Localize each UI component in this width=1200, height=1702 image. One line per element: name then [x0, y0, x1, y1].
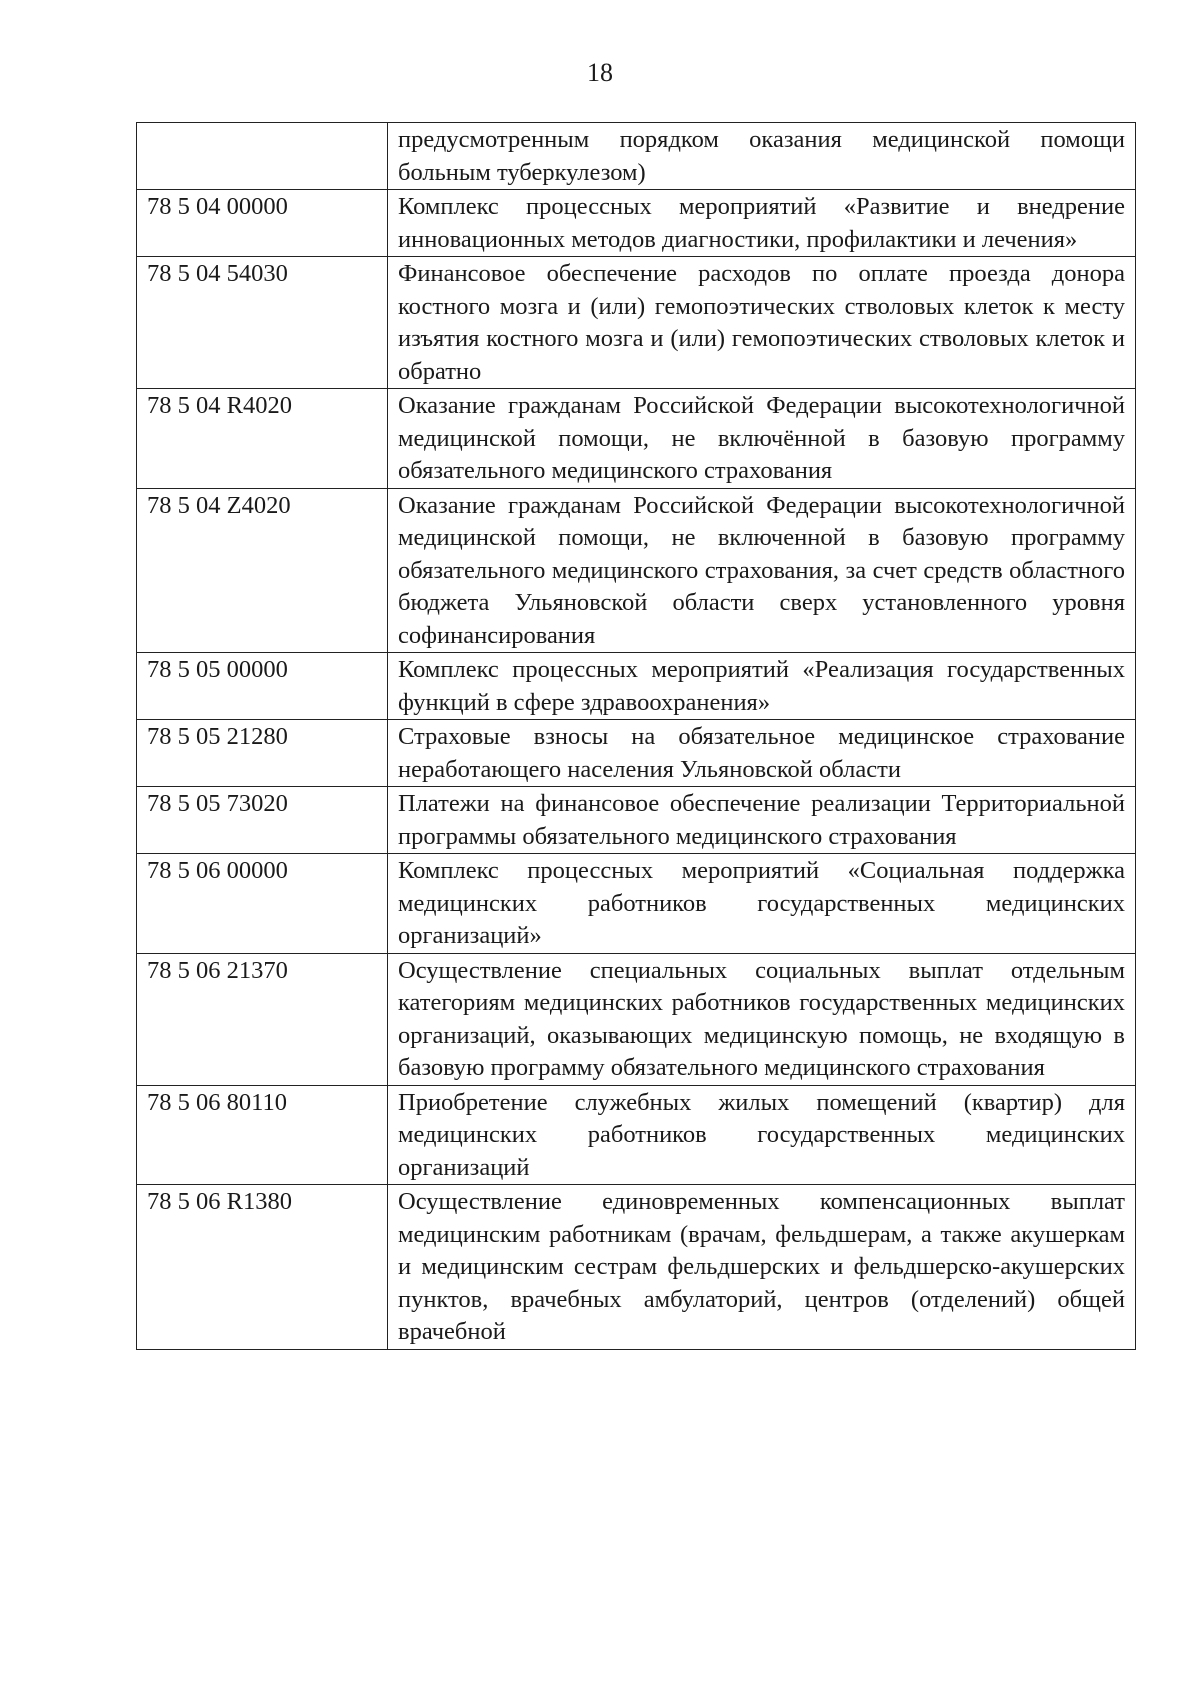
table-row: [137, 854, 1136, 954]
table-row: [137, 123, 1136, 190]
row-description: Комплекс процессных мероприятий «Социальная поддержка медицинских работников государственных медицинских организаций»: [388, 854, 1136, 954]
row-code: 78 5 06 R1380: [137, 1185, 388, 1350]
row-description: Осуществление единовременных компенсационных выплат медицинским работникам (врачам, фельдшерам, а также акушеркам и медицинским сестрам фельдшерских и фельдшерско-акушерских пунктов, врачебных амбулаторий, центров (отделений) общей врачебной: [388, 1185, 1136, 1350]
row-description: Финансовое обеспечение расходов по оплате проезда донора костного мозга и (или) гемопоэтических стволовых клеток к месту изъятия костного мозга и (или) гемопоэтических стволовых клеток и обратно: [388, 257, 1136, 389]
row-description: Страховые взносы на обязательное медицинское страхование неработающего населения Ульяновской области: [388, 720, 1136, 787]
row-description: Приобретение служебных жилых помещений (квартир) для медицинских работников государственных медицинских организаций: [388, 1085, 1136, 1185]
table-row: [137, 953, 1136, 1085]
row-description: Осуществление специальных социальных выплат отдельным категориям медицинских работников государственных медицинских организаций, оказывающих медицинскую помощь, не входящую в базовую программу обязательного медицинского страхования: [388, 953, 1136, 1085]
page-number: 18: [587, 58, 613, 87]
row-description: Комплекс процессных мероприятий «Реализация государственных функций в сфере здравоохранения»: [388, 653, 1136, 720]
row-description: Платежи на финансовое обеспечение реализации Территориальной программы обязательного медицинского страхования: [388, 787, 1136, 854]
row-description: предусмотренным порядком оказания медицинской помощи больным туберкулезом): [388, 123, 1136, 190]
row-code: 78 5 04 00000: [137, 190, 388, 257]
table-row: [137, 389, 1136, 489]
row-description: Комплекс процессных мероприятий «Развитие и внедрение инновационных методов диагностики, профилактики и лечения»: [388, 190, 1136, 257]
row-code: 78 5 04 54030: [137, 257, 388, 389]
row-code: 78 5 05 73020: [137, 787, 388, 854]
budget-classification-table: [136, 122, 1136, 1350]
row-code: 78 5 04 R4020: [137, 389, 388, 489]
table-row: [137, 1085, 1136, 1185]
row-code: 78 5 05 00000: [137, 653, 388, 720]
table-row: [137, 190, 1136, 257]
row-description: Оказание гражданам Российской Федерации высокотехнологичной медицинской помощи, не включенной в базовую программу обязательного медицинского страхования, за счет средств областного бюджета Ульяновской области сверх установленного уровня софинансирования: [388, 488, 1136, 653]
table-row: [137, 1185, 1136, 1350]
row-code: 78 5 06 21370: [137, 953, 388, 1085]
table-row: [137, 257, 1136, 389]
table-row: [137, 653, 1136, 720]
table-row: [137, 720, 1136, 787]
row-code: 78 5 06 00000: [137, 854, 388, 954]
row-description: Оказание гражданам Российской Федерации высокотехнологичной медицинской помощи, не включённой в базовую программу обязательного медицинского страхования: [388, 389, 1136, 489]
row-code: 78 5 04 Z4020: [137, 488, 388, 653]
row-code: 78 5 05 21280: [137, 720, 388, 787]
table-row: [137, 488, 1136, 653]
row-code: [137, 123, 388, 190]
table-row: [137, 787, 1136, 854]
row-code: 78 5 06 80110: [137, 1085, 388, 1185]
